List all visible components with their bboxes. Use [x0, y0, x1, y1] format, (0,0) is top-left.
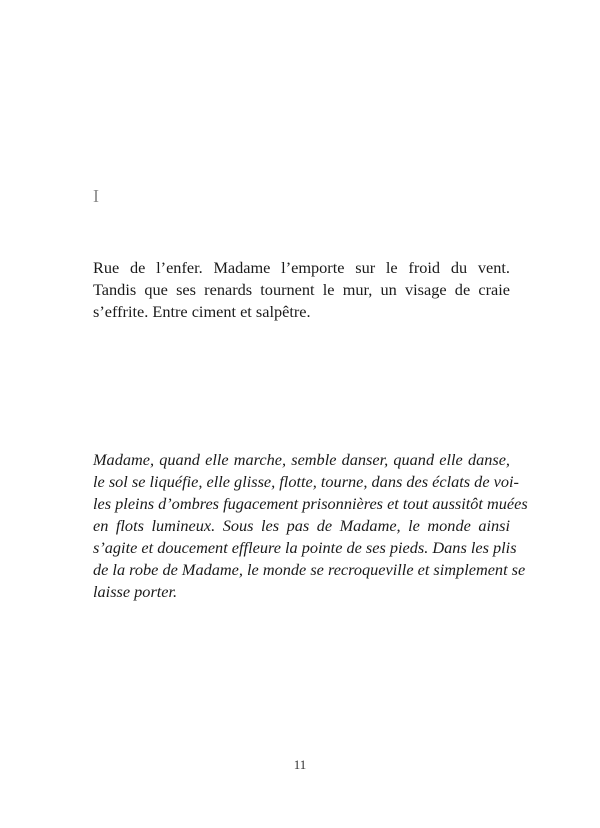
- text-line: laisse porter.: [93, 582, 178, 601]
- text-line: s’effrite. Entre ciment et salpêtre.: [93, 302, 311, 321]
- text-line: de la robe de Madame, le monde se recroqueville et simplement se: [93, 560, 526, 579]
- page-number: 11: [293, 757, 307, 772]
- text-line: s’agite et doucement effleure la pointe de ses pieds. Dans les plis: [93, 538, 517, 557]
- text-line: le sol se liquéfie, elle glisse, flotte, tourne, dans des éclats de voi-: [93, 472, 519, 491]
- paragraph-italic: [93, 449, 528, 603]
- paragraph-roman: [93, 257, 510, 323]
- text-line: les pleins d’ombres fugacement prisonnières et tout aussitôt muées: [93, 494, 528, 513]
- text-line: Rue de l’enfer. Madame l’emporte sur le froid du vent.: [93, 258, 510, 277]
- chapter-number: I: [93, 186, 99, 206]
- text-line: Tandis que ses renards tournent le mur, un visage de craie: [93, 280, 510, 299]
- text-line: en flots lumineux. Sous les pas de Madame, le monde ainsi: [93, 516, 510, 535]
- text-line: Madame, quand elle marche, semble danser, quand elle danse,: [93, 450, 510, 469]
